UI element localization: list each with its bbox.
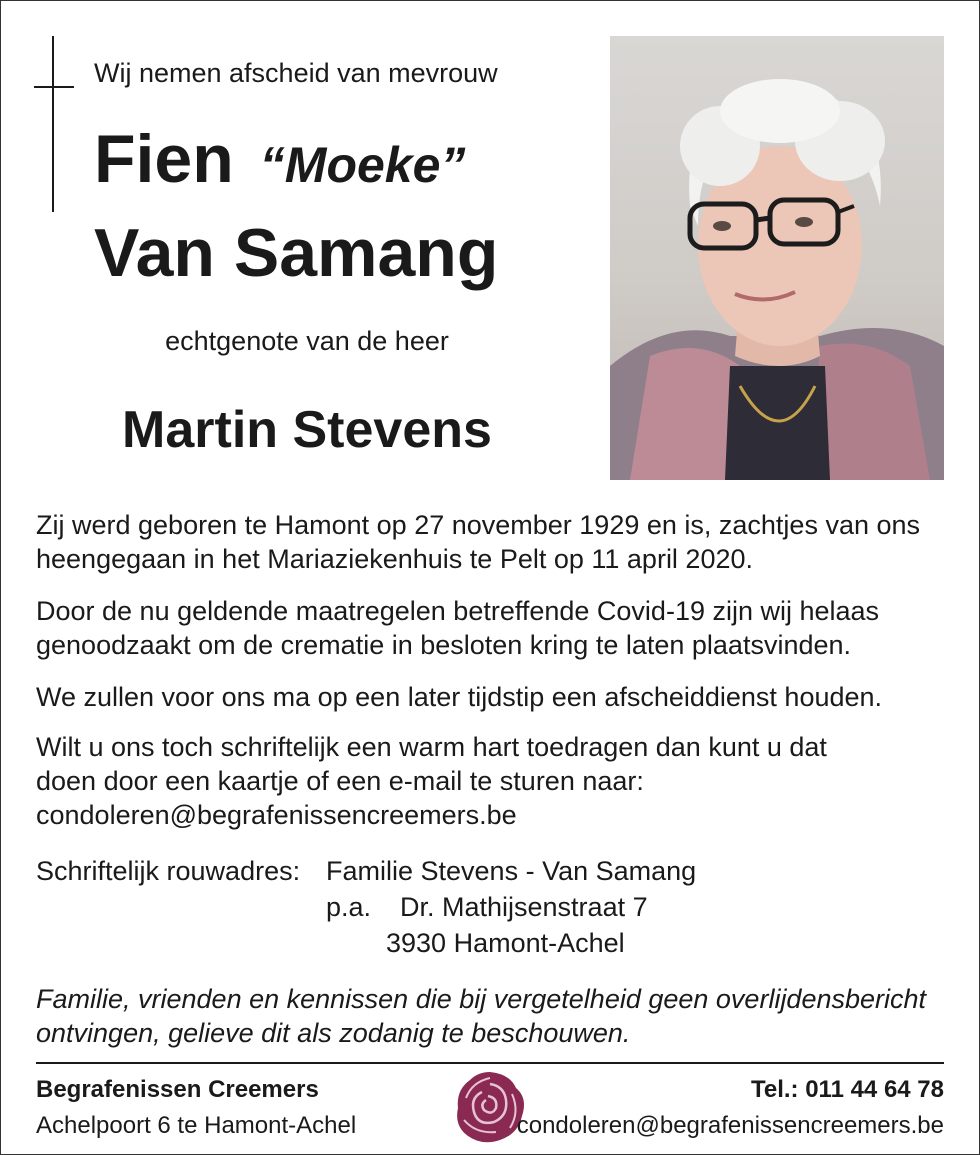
company-name: Begrafenissen Creemers xyxy=(36,1076,319,1103)
intro-text: Wij nemen afscheid van mevrouw xyxy=(94,58,498,88)
address-name: Familie Stevens - Van Samang xyxy=(326,856,697,886)
condolence-line-2: doen door een kaartje of een e-mail te sturen naar: xyxy=(36,766,644,796)
deceased-last-name: Van Samang xyxy=(94,215,499,291)
footer-divider xyxy=(36,1062,944,1064)
company-phone[interactable]: Tel.: 011 44 64 78 xyxy=(750,1076,944,1103)
cross-icon-bar xyxy=(34,86,74,88)
condolence-email[interactable]: condoleren@begrafenissencreemers.be xyxy=(36,800,517,830)
birth-death-paragraph: Zij werd geboren te Hamont op 27 november 1929 en is, zachtjes van ons heengegaan in het Mariaziekenhuis te Pelt op 11 april 2020. xyxy=(36,510,921,574)
spouse-name: Martin Stevens xyxy=(122,401,492,459)
first-name: Fien xyxy=(94,121,234,197)
spouse-intro: echtgenote van de heer xyxy=(165,326,449,356)
address-city: 3930 Hamont-Achel xyxy=(386,928,625,958)
cross-icon xyxy=(52,36,54,212)
address-pa: p.a. xyxy=(326,892,372,922)
company-email[interactable]: condoleren@begrafenissencreemers.be xyxy=(516,1112,944,1139)
company-address: Achelpoort 6 te Hamont-Achel xyxy=(36,1112,357,1139)
deceased-first-name xyxy=(94,120,465,198)
portrait-photo xyxy=(610,36,944,480)
condolence-paragraph xyxy=(36,730,946,832)
address-label: Schriftelijk rouwadres: xyxy=(36,856,301,886)
notice-text: Familie, vrienden en kennissen die bij vergetelheid geen overlijdensbericht ontvingen, gelieve dit als zodanig te beschouwen. xyxy=(36,984,927,1048)
address-street: Dr. Mathijsenstraat 7 xyxy=(400,892,648,922)
covid-paragraph: Door de nu geldende maatregelen betreffende Covid-19 zijn wij helaas genoodzaakt om de crematie in besloten kring te laten plaatsvinden. xyxy=(36,596,880,660)
farewell-service-paragraph: We zullen voor ons ma op een later tijdstip een afscheiddienst houden. xyxy=(36,682,883,712)
nickname: “Moeke” xyxy=(259,137,466,193)
condolence-line-1: Wilt u ons toch schriftelijk een warm hart toedragen dan kunt u dat xyxy=(36,732,827,762)
